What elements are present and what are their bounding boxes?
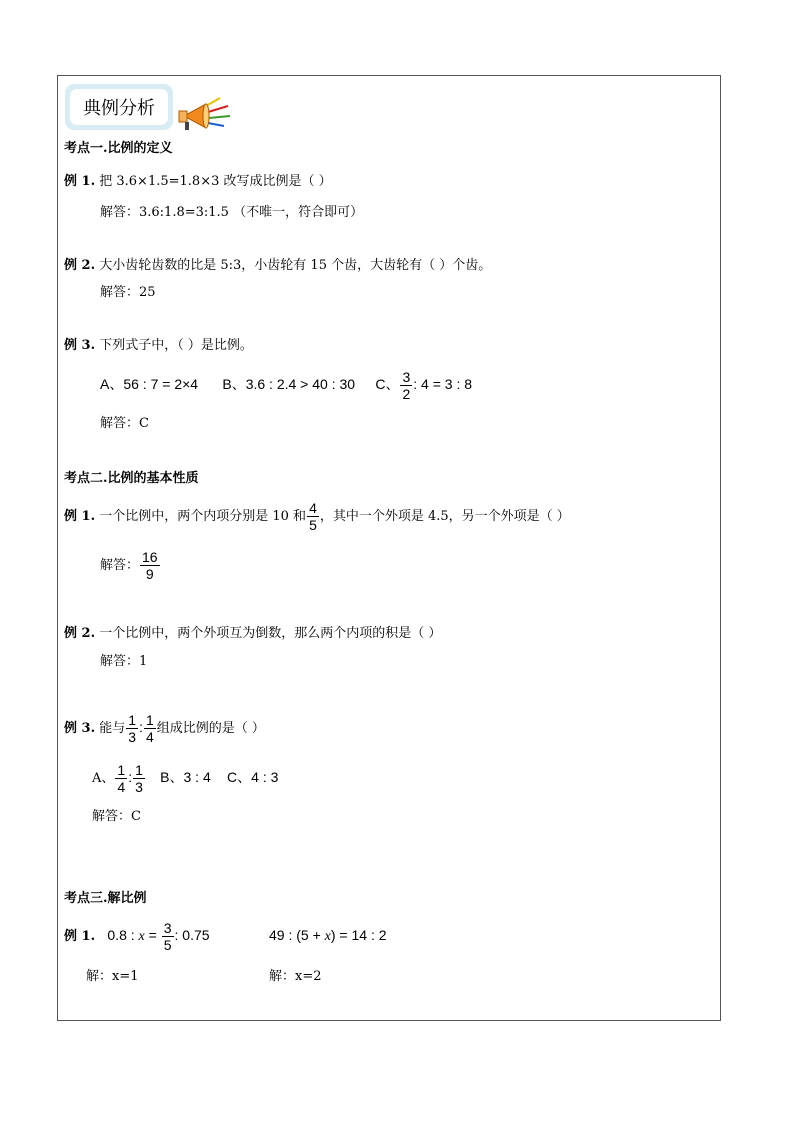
example-label: 例 2. (64, 258, 96, 273)
solution-2: 解：x=2 (269, 969, 322, 984)
example-label: 例 3. (64, 721, 96, 736)
options-2-3: A、 $\frac{1}{4}$ : $\frac{1}{3}$ B、3 : 4 C、4 : 3 (92, 762, 279, 795)
answer-2-3: 解答：C (92, 809, 141, 824)
question-text-pre: 一个比例中，两个内项分别是 10 和 (99, 509, 307, 524)
fraction: $\frac{3}{2}$ (402, 369, 411, 402)
section-title-definition: 考点一.比例的定义 (64, 141, 173, 156)
example-1-1 (64, 174, 332, 190)
fraction: $\frac{1}{3}$ (135, 762, 143, 795)
equation-1-post: : 0.75 (174, 927, 210, 943)
option-c: C、4 : 3 (227, 769, 279, 785)
option-c-rest: : 4 = 3 : 8 (413, 376, 473, 392)
fraction: $\frac{1}{4}$ (117, 762, 126, 795)
variable-x: x (138, 929, 145, 944)
question-text: 大小齿轮齿数的比是 5:3，小齿轮有 15 个齿，大齿轮有（ ）个齿。 (99, 258, 492, 273)
equals-sign: = (144, 927, 161, 943)
example-label: 例 1. (64, 509, 96, 524)
answer-2-2: 解答：1 (100, 654, 148, 669)
example-label: 例 1. (64, 929, 96, 944)
question-text: 把 3.6×1.5=1.8×3 改写成比例是（ ） (99, 174, 332, 189)
question-text-pre: 能与 (99, 721, 126, 736)
equation-2-post: ) = 14 : 2 (330, 927, 387, 943)
example-label: 例 2. (64, 626, 96, 641)
option-b: B、3.6 : 2.4 > 40 : 30 (222, 376, 356, 392)
answer-prefix: 解答： (100, 558, 140, 573)
example-2-3: 例 3. 能与 $\frac{1}{3}$ : $\frac{1}{4}$ 组成比例的是（ ） (64, 712, 265, 745)
solution-1: 解：x=1 (86, 969, 139, 984)
question-text-post: 组成比例的是（ ） (156, 721, 265, 736)
fraction: $\frac{3}{5}$ (163, 920, 172, 953)
option-c-prefix: C、 (375, 376, 400, 392)
variable-x: x (324, 929, 331, 944)
section-header-title: 典例分析 (70, 89, 168, 125)
equation-2-pre: 49 : (5 + (269, 927, 325, 943)
equation-1-pre: 0.8 : (107, 927, 139, 943)
section-title-solve: 考点三.解比例 (64, 891, 147, 906)
section-title-property: 考点二.比例的基本性质 (64, 471, 199, 486)
fraction: $\frac{1}{4}$ (145, 712, 154, 745)
example-1-3 (64, 338, 253, 354)
example-2-1 (64, 497, 570, 537)
answer-1-1: 解答：3.6:1.8=3:1.5 （不唯一，符合即可） (100, 205, 364, 220)
example-1-2 (64, 258, 491, 274)
answer-2-1 (100, 546, 161, 586)
fraction: $\frac{16}{9}$ (142, 549, 158, 582)
section-header-badge (65, 84, 173, 130)
options-1-3 (100, 364, 472, 406)
option-a: A、56 : 7 = 2×4 (100, 376, 199, 392)
question-text: 一个比例中，两个外项互为倒数，那么两个内项的积是（ ） (99, 626, 442, 641)
fraction: $\frac{4}{5}$ (309, 500, 317, 533)
example-label: 例 1. (64, 174, 96, 189)
option-b: B、3 : 4 (160, 769, 211, 785)
option-a-prefix: A、 (92, 771, 115, 786)
megaphone-icon (176, 96, 232, 136)
equation-2 (269, 915, 387, 957)
example-3-1 (64, 915, 210, 957)
question-text: 下列式子中，（ ）是比例。 (99, 338, 253, 353)
example-2-2 (64, 626, 441, 642)
answer-1-3: 解答：C (100, 416, 149, 431)
example-label: 例 3. (64, 338, 96, 353)
answer-1-2: 解答：25 (100, 285, 156, 300)
fraction: $\frac{1}{3}$ (128, 712, 137, 745)
question-text-post: ，其中一个外项是 4.5，另一个外项是（ ） (319, 509, 570, 524)
